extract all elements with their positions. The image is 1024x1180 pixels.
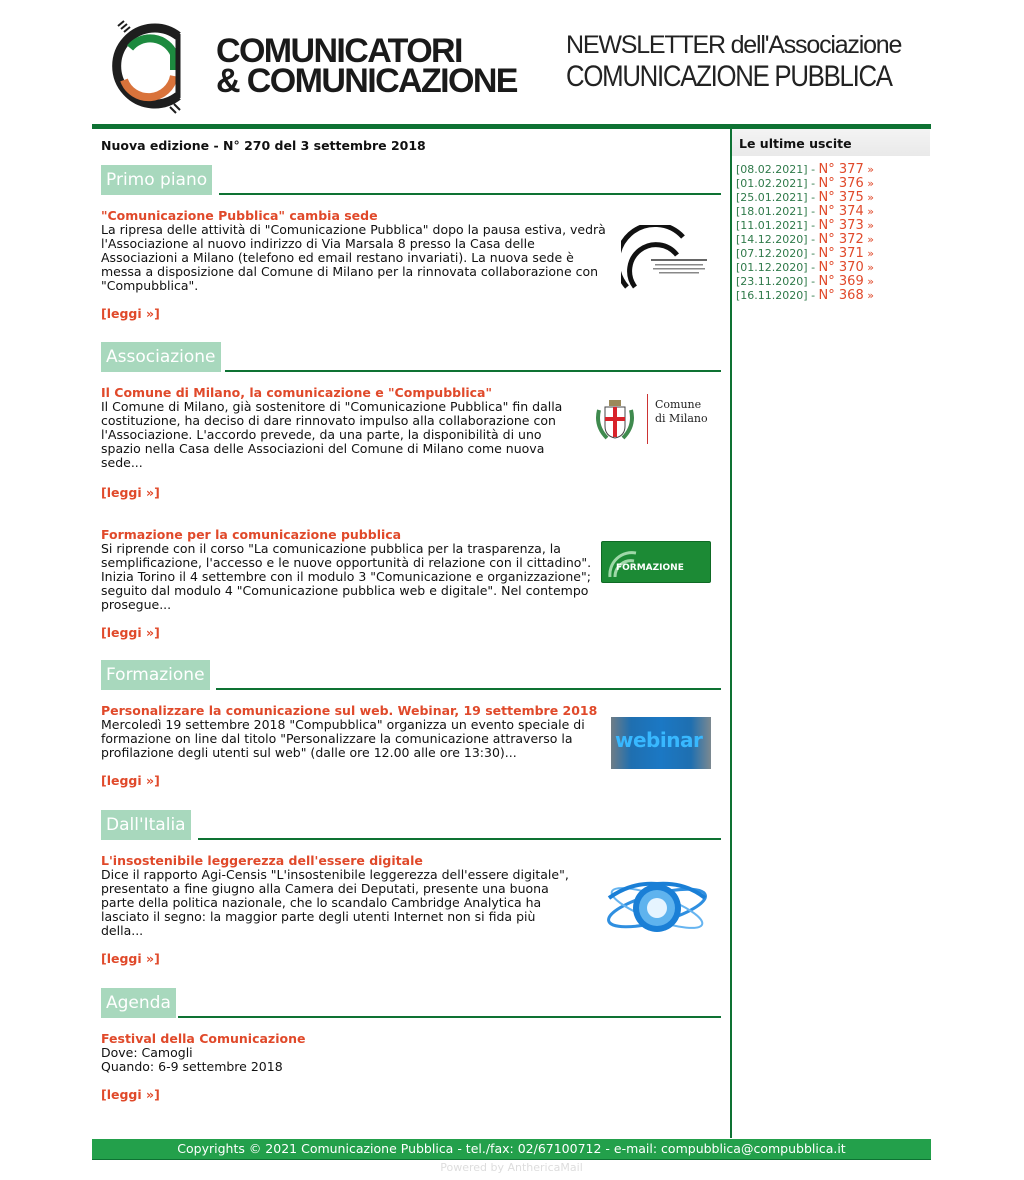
footer-copyright: Copyrights © 2021 Comunicazione Pubblica - tel./fax: 02/67100712 - e-mail: compubblica@compubblica.it — [92, 1139, 931, 1160]
article-body: Il Comune di Milano, già sostenitore di "Comunicazione Pubblica" fin dalla costituzione, ha deciso di dare rinnovato impulso alla collaborazione con l'Associazione. L'accordo prevede, da una parte, la disponibilità di uno spazio nella Casa delle Associazioni del Comune di Milano come nuova sede... — [101, 399, 563, 470]
article-title-link[interactable]: L'insostenibile leggerezza dell'essere digitale — [101, 853, 423, 868]
article-title-link[interactable]: Personalizzare la comunicazione sul web. Webinar, 19 settembre 2018 — [101, 703, 598, 718]
newsletter-title-line-2: COMUNICAZIONE PUBBLICA — [566, 60, 892, 93]
issue-date: [07.12.2020] — [736, 247, 808, 260]
comunicatori-logo-icon — [108, 18, 192, 114]
newsletter — [92, 0, 931, 1174]
article-body: Dice il rapporto Agi-Censis "L'insostenibile leggerezza dell'essere digitale", presentato a fine giugno alla Camera dei Deputati, presente una buona parte della politica nazionale, che lo scandalo Cambridge Analytica ha lasciato il segno: la maggior parte degli utenti Internet non si fida più della... — [101, 867, 569, 938]
article — [101, 209, 721, 321]
article-body: La ripresa delle attività di "Comunicazione Pubblica" dopo la pausa estiva, vedrà l'Associazione al nuovo indirizzo di Via Marsala 8 presso la Casa delle Associazioni a Milano (telefono ed email restano invariati). La nuova sede è messa a disposizione dal Comune di Milano per la rinnovata collaborazione con "Compubblica". — [101, 222, 606, 293]
article — [101, 854, 721, 966]
separator: - — [807, 205, 819, 218]
chevron-right-icon: » — [863, 275, 874, 288]
powered-by: Powered by AnthericaMail — [440, 1161, 583, 1174]
newsletter-title — [566, 30, 945, 94]
newsletter-title-line-1: NEWSLETTER dell'Associazione — [566, 31, 902, 59]
read-more-link[interactable]: [leggi »] — [101, 951, 160, 966]
section-label: Formazione — [101, 660, 210, 690]
milano-logo-line-1: Comune — [655, 398, 702, 411]
chevron-right-icon: » — [863, 261, 874, 274]
article-title-link[interactable]: Festival della Comunicazione — [101, 1031, 306, 1046]
section-formazione — [101, 660, 721, 788]
article — [101, 386, 721, 500]
issue-number: N° 372 — [818, 232, 864, 247]
separator: - — [807, 177, 819, 190]
issue-number: N° 373 — [818, 218, 864, 233]
milano-crest-icon — [593, 398, 637, 444]
issues-list — [736, 161, 874, 301]
logo-line-2: & COMUNICAZIONE — [216, 62, 517, 100]
section-label: Primo piano — [101, 165, 212, 195]
issue-link[interactable] — [736, 203, 874, 217]
issue-link[interactable] — [736, 287, 874, 301]
issue-number: N° 370 — [818, 260, 864, 275]
separator: - — [807, 261, 819, 274]
separator: - — [807, 289, 819, 302]
milano-logo-text — [655, 398, 708, 426]
issue-number: N° 376 — [818, 176, 864, 191]
article — [101, 1032, 721, 1102]
logo-line-1: COMUNICATORI — [216, 32, 462, 70]
issue-date: [16.11.2020] — [736, 289, 808, 302]
section-header — [101, 988, 721, 1018]
sidebar-latest-issues — [730, 129, 933, 1138]
article — [101, 528, 721, 640]
section-rule — [198, 838, 721, 840]
chevron-right-icon: » — [863, 233, 874, 246]
issue-date: [25.01.2021] — [736, 191, 808, 204]
issue-date: [01.02.2021] — [736, 177, 808, 190]
issue-date: [23.11.2020] — [736, 275, 808, 288]
digital-globe-image — [601, 868, 713, 948]
read-more-link[interactable]: [leggi »] — [101, 625, 160, 640]
issue-link[interactable] — [736, 189, 874, 203]
article-title-link[interactable]: Il Comune di Milano, la comunicazione e "Compubblica" — [101, 385, 493, 400]
section-rule — [225, 370, 721, 372]
read-more-link[interactable]: [leggi »] — [101, 1087, 160, 1102]
webinar-photo — [611, 717, 711, 769]
event-location: Dove: Camogli — [101, 1045, 193, 1060]
issue-date: [01.12.2020] — [736, 261, 808, 274]
webinar-photo-label: webinar — [615, 728, 703, 752]
read-more-link[interactable]: [leggi »] — [101, 485, 160, 500]
issue-link[interactable] — [736, 259, 874, 273]
separator: - — [807, 219, 819, 232]
article-body: Mercoledì 19 settembre 2018 "Compubblica" organizza un evento speciale di formazione on line dal titolo "Personalizzare la comunicazione attraverso la profilazione degli utenti sul web" (dalle ore 12.00 alle ore 13:30)... — [101, 717, 585, 760]
sidebar-header — [732, 129, 930, 156]
section-label: Associazione — [101, 342, 221, 372]
sidebar-title: Le ultime uscite — [739, 136, 852, 151]
section-primo-piano — [101, 165, 721, 321]
read-more-link[interactable]: [leggi »] — [101, 773, 160, 788]
section-dall-italia — [101, 810, 721, 966]
comune-di-milano-logo — [593, 394, 711, 446]
issue-number: N° 369 — [818, 274, 864, 289]
section-header — [101, 660, 721, 690]
logo-wordmark — [216, 32, 517, 100]
issue-link[interactable] — [736, 161, 874, 175]
separator: - — [807, 163, 819, 176]
issue-date: [11.01.2021] — [736, 219, 808, 232]
chevron-right-icon: » — [863, 247, 874, 260]
chevron-right-icon: » — [863, 177, 874, 190]
edition-heading: Nuova edizione - N° 270 del 3 settembre 2018 — [101, 138, 426, 153]
article-title-link[interactable]: Formazione per la comunicazione pubblica — [101, 527, 402, 542]
article-title-link[interactable]: "Comunicazione Pubblica" cambia sede — [101, 208, 378, 223]
chevron-right-icon: » — [863, 289, 874, 302]
header — [92, 0, 931, 124]
formazione-badge-label: FORMAZIONE — [616, 563, 684, 573]
section-header — [101, 165, 721, 195]
issue-number: N° 368 — [818, 288, 864, 303]
issue-link[interactable] — [736, 231, 874, 245]
chevron-right-icon: » — [863, 163, 874, 176]
chevron-right-icon: » — [863, 191, 874, 204]
read-more-link[interactable]: [leggi »] — [101, 306, 160, 321]
issue-link[interactable] — [736, 273, 874, 287]
issue-date: [14.12.2020] — [736, 233, 808, 246]
article-body: Si riprende con il corso "La comunicazione pubblica per la trasparenza, la semplificazione, l'accesso e le nuove opportunità di relazione con il cittadino". Inizia Torino il 4 settembre con il modulo 3 "Comunicazione e organizzazione"; seguito dal modulo 4 "Comunicazione pubblica web e digitale". Nel contempo prosegue... — [101, 541, 592, 612]
separator: - — [807, 275, 819, 288]
issue-link[interactable] — [736, 217, 874, 231]
section-rule — [178, 1016, 721, 1018]
chevron-right-icon: » — [863, 219, 874, 232]
milano-logo-line-2: di Milano — [655, 412, 708, 425]
comunicazione-pubblica-logo-icon — [621, 225, 711, 293]
issue-date: [08.02.2021] — [736, 163, 808, 176]
issue-date: [18.01.2021] — [736, 205, 808, 218]
separator: - — [807, 247, 819, 260]
section-rule — [219, 193, 721, 195]
separator: - — [807, 233, 819, 246]
chevron-right-icon: » — [863, 205, 874, 218]
issue-number: N° 375 — [818, 190, 864, 205]
separator: - — [807, 191, 819, 204]
section-associazione — [101, 342, 721, 640]
issue-number: N° 377 — [818, 162, 864, 177]
section-agenda — [101, 988, 721, 1102]
event-dates: Quando: 6-9 settembre 2018 — [101, 1059, 283, 1074]
section-rule — [216, 688, 721, 690]
issue-link[interactable] — [736, 175, 874, 189]
formazione-badge — [601, 541, 711, 583]
section-label: Agenda — [101, 988, 176, 1018]
section-label: Dall'Italia — [101, 810, 191, 840]
logo-divider — [647, 394, 648, 444]
issue-link[interactable] — [736, 245, 874, 259]
issue-number: N° 371 — [818, 246, 864, 261]
section-header — [101, 810, 721, 840]
article — [101, 704, 721, 788]
section-header — [101, 342, 721, 372]
issue-number: N° 374 — [818, 204, 864, 219]
